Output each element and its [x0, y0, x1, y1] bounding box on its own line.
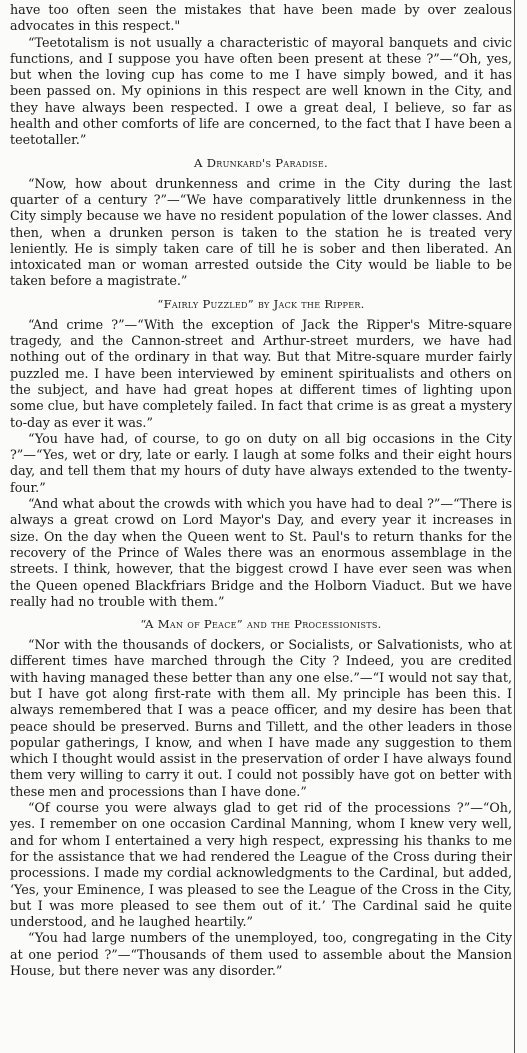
- section-processions: [10, 637, 512, 979]
- section-heading-man-of-peace: “A Man of Peace” and the Processionists.: [140, 617, 382, 632]
- paragraph: “Teetotalism is not usually a characteristic of mayoral banquets and civic functions, and I suppose you have often been present at these ?”—“Oh, yes, but when the loving cup has come to me I have simply bowed, and it has been passed on. My opinions in this respect are well known in the City, and they have always been respected. I owe a great deal, I believe, so far as health and other comforts of life are concerned, to the fact that I have been a teetotaller.”: [10, 34, 512, 148]
- paragraph: have too often seen the mistakes that have been made by over zealous advocates in this respect.": [10, 2, 512, 34]
- paragraph: “And crime ?”—“With the exception of Jack the Ripper's Mitre-square tragedy, and the Cannon-street and Arthur-street murders, we have had nothing out of the ordinary in that way. But that Mitre-square murder fairly puzzled me. I have been interviewed by eminent spiritualists and others on the subject, and have had great hopes at different times of lighting upon some clue, but have completely failed. In fact that crime is as great a mystery to-day as ever it was.”: [10, 316, 512, 430]
- section-crime: [10, 317, 512, 610]
- article-column: [10, 2, 512, 1048]
- section-drunkenness: [10, 176, 512, 290]
- paragraph: “You have had, of course, to go on duty on all big occasions in the City ?”—“Yes, wet or dry, late or early. I laugh at some folks and their eight hours day, and tell them that my hours of duty have always extended to the twenty-four.”: [10, 430, 512, 495]
- section-heading-drunkards-paradise: A Drunkard's Paradise.: [194, 155, 328, 170]
- paragraph: “Nor with the thousands of dockers, or Socialists, or Salvationists, who at different times have marched through the City ? Indeed, you are credited with having managed these better than any one else.”—“I would not say that, but I have got along first-rate with them all. My principle has been this. I always remembered that I was a peace officer, and my desire has been that peace should be preserved. Burns and Tillett, and the other leaders in those popular gatherings, I know, and when I have made any suggestion to them which I thought would assist in the preservation of order I have always found them very willing to carry it out. I could not possibly have got on better with these men and processions than I have done.”: [10, 637, 512, 799]
- section-intro: [10, 2, 512, 149]
- paragraph: “And what about the crowds with which you have had to deal ?”—“There is always a great crowd on Lord Mayor's Day, and every year it increases in size. On the day when the Queen went to St. Paul's to return thanks for the recovery of the Prince of Wales there was an enormous assemblage in the streets. I think, however, that the biggest crowd I have ever seen was when the Queen opened Blackfriars Bridge and the Holborn Viaduct. But we have really had no trouble with them.”: [10, 496, 512, 609]
- section-heading-jack-the-ripper: “Fairly Puzzled” by Jack the Ripper.: [157, 296, 365, 311]
- paragraph: “Of course you were always glad to get rid of the processions ?”—“Oh, yes. I remember on one occasion Cardinal Manning, whom I knew very well, and for whom I entertained a very high respect, expressing his thanks to me for the assistance that we had rendered the League of the Cross during their processions. I made my cordial acknowledgments to the Cardinal, but added, ‘Yes, your Eminence, I was pleased to see the League of the Cross in the City, but I was more pleased to see them out of it.’ The Cardinal said he quite understood, and he laughed heartily.”: [10, 800, 512, 930]
- paragraph: “You had large numbers of the unemployed, too, congregating in the City at one period ?”—“Thousands of them used to assemble about the Mansion House, but there never was any disorder.”: [10, 930, 512, 979]
- paragraph: “Now, how about drunkenness and crime in the City during the last quarter of a century ?”—“We have comparatively little drunkenness in the City simply because we have no resident population of the lower classes. And then, when a drunken person is taken to the station he is treated very leniently. He is simply taken care of till he is sober and then liberated. An intoxicated man or woman arrested outside the City would be liable to be taken before a magistrate.”: [10, 175, 512, 289]
- column-rule: [514, 0, 515, 1053]
